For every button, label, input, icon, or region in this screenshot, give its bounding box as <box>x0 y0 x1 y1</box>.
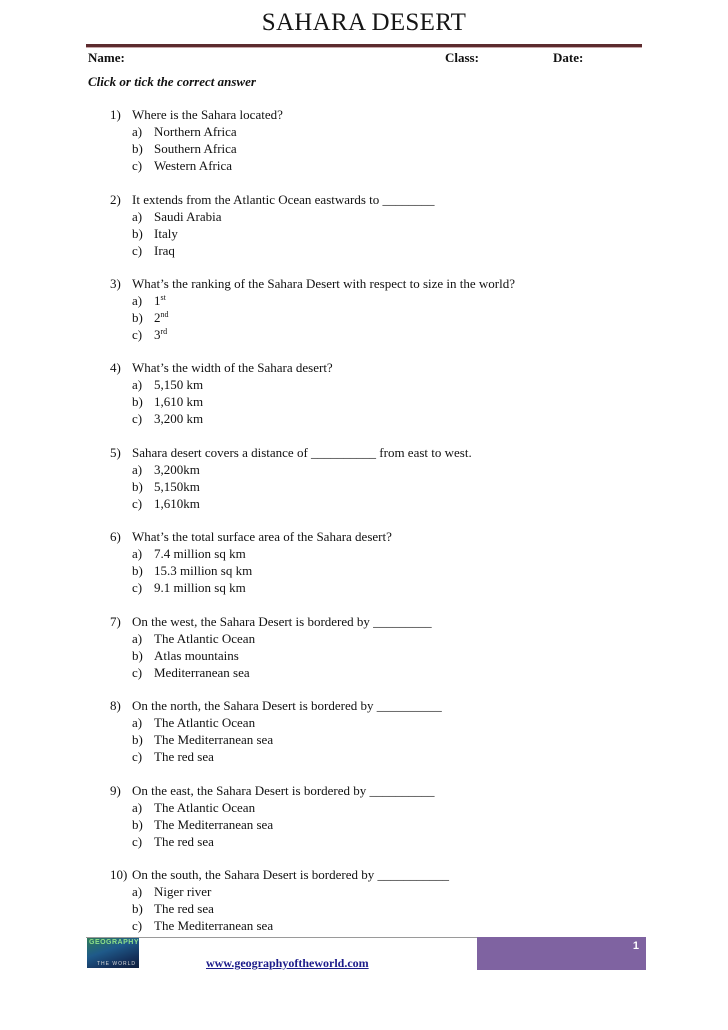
question-text: It extends from the Atlantic Ocean eastwards to ________ <box>132 192 435 207</box>
option-value: 5,150km <box>154 479 200 494</box>
option-text[interactable] <box>154 393 203 410</box>
option-text[interactable] <box>154 376 203 393</box>
option-value: Northern Africa <box>154 124 237 139</box>
answer-option[interactable] <box>0 714 728 731</box>
question-stem <box>0 106 728 123</box>
question-stem <box>0 782 728 799</box>
option-letter: a) <box>132 377 143 392</box>
option-value: The Atlantic Ocean <box>154 715 256 730</box>
answer-option[interactable] <box>0 833 728 850</box>
option-value: Mediterranean sea <box>154 665 250 680</box>
option-letter: b) <box>132 817 143 832</box>
question-9 <box>0 782 728 850</box>
option-letter: b) <box>132 310 143 325</box>
question-text: What’s the total surface area of the Sahara desert? <box>132 529 392 544</box>
question-number: 2) <box>110 192 121 207</box>
option-letter: c) <box>132 665 143 680</box>
option-value: 1,610km <box>154 496 200 511</box>
answer-option[interactable] <box>0 461 728 478</box>
answer-option[interactable] <box>0 731 728 748</box>
option-letter: a) <box>132 546 143 561</box>
answer-option[interactable] <box>0 495 728 512</box>
option-value: The Mediterranean sea <box>154 817 274 832</box>
option-letter: b) <box>132 479 143 494</box>
question-number: 6) <box>110 529 121 544</box>
question-stem <box>0 359 728 376</box>
question-number: 1) <box>110 107 121 122</box>
question-text: On the north, the Sahara Desert is bordered by __________ <box>132 698 442 713</box>
answer-option[interactable] <box>0 123 728 140</box>
option-text[interactable] <box>154 326 167 343</box>
option-letter: a) <box>132 715 143 730</box>
geography-logo <box>87 938 139 968</box>
question-text: Sahara desert covers a distance of __________ from east to west. <box>132 445 472 460</box>
page-number-box <box>477 937 646 970</box>
option-letter: c) <box>132 749 143 764</box>
option-text[interactable] <box>154 917 273 934</box>
question-number: 3) <box>110 276 121 291</box>
question-number: 9) <box>110 783 121 798</box>
answer-option[interactable] <box>0 579 728 596</box>
option-value: The red sea <box>154 749 214 764</box>
answer-option[interactable] <box>0 917 728 934</box>
question-stem <box>0 697 728 714</box>
option-letter: c) <box>132 580 143 595</box>
question-stem <box>0 275 728 292</box>
question-text: What’s the ranking of the Sahara Desert with respect to size in the world? <box>132 276 516 291</box>
option-letter: c) <box>132 496 143 511</box>
logo-bottom-text: THE WORLD <box>97 961 136 967</box>
answer-option[interactable] <box>0 410 728 427</box>
option-value: 5,150 km <box>154 377 204 392</box>
instruction-text: Click or tick the correct answer <box>88 74 256 89</box>
option-letter: b) <box>132 394 143 409</box>
question-1 <box>0 106 728 174</box>
option-letter: b) <box>132 141 143 156</box>
question-text: What’s the width of the Sahara desert? <box>132 360 333 375</box>
option-value: The Mediterranean sea <box>154 918 274 933</box>
answer-option[interactable] <box>0 900 728 917</box>
option-text[interactable] <box>154 461 200 478</box>
footer-divider <box>86 937 477 938</box>
answer-option[interactable] <box>0 664 728 681</box>
date-label: Date: <box>553 50 584 65</box>
option-text[interactable] <box>154 664 250 681</box>
question-number: 5) <box>110 445 121 460</box>
option-value: The Mediterranean sea <box>154 732 274 747</box>
answer-option[interactable] <box>0 326 728 343</box>
answer-option[interactable] <box>0 140 728 157</box>
option-text[interactable] <box>154 883 211 900</box>
option-text[interactable] <box>154 208 222 225</box>
option-text[interactable] <box>154 731 273 748</box>
question-3 <box>0 275 728 343</box>
question-10 <box>0 866 728 934</box>
question-2 <box>0 191 728 259</box>
option-letter: b) <box>132 901 143 916</box>
question-5 <box>0 444 728 512</box>
ordinal-suffix: nd <box>160 310 169 319</box>
answer-option[interactable] <box>0 242 728 259</box>
option-letter: c) <box>132 411 143 426</box>
ordinal-suffix: st <box>160 293 166 302</box>
answer-option[interactable] <box>0 630 728 647</box>
answer-option[interactable] <box>0 545 728 562</box>
website-link[interactable]: www.geographyoftheworld.com <box>206 956 369 970</box>
option-value: 3,200 km <box>154 411 204 426</box>
answer-option[interactable] <box>0 562 728 579</box>
option-value: The red sea <box>154 901 214 916</box>
option-letter: c) <box>132 327 143 342</box>
answer-option[interactable] <box>0 748 728 765</box>
option-letter: c) <box>132 918 143 933</box>
answer-option[interactable] <box>0 816 728 833</box>
option-text[interactable] <box>154 816 273 833</box>
answer-option[interactable] <box>0 208 728 225</box>
page-number: 1 <box>632 940 639 952</box>
option-letter: a) <box>132 209 143 224</box>
option-value: Niger river <box>154 884 212 899</box>
option-text[interactable] <box>154 495 200 512</box>
option-letter: a) <box>132 631 143 646</box>
question-6 <box>0 528 728 596</box>
answer-option[interactable] <box>0 883 728 900</box>
header-divider <box>86 44 642 47</box>
name-label: Name: <box>88 50 125 65</box>
option-value: The red sea <box>154 834 214 849</box>
option-value: 15.3 million sq km <box>154 563 253 578</box>
answer-option[interactable] <box>0 292 728 309</box>
question-text: On the south, the Sahara Desert is bordered by ___________ <box>132 867 449 882</box>
question-stem <box>0 444 728 461</box>
option-value: Iraq <box>154 243 175 258</box>
option-value: 7.4 million sq km <box>154 546 246 561</box>
option-letter: b) <box>132 563 143 578</box>
question-text: Where is the Sahara located? <box>132 107 283 122</box>
option-letter: a) <box>132 884 143 899</box>
option-text[interactable] <box>154 157 232 174</box>
option-value: Atlas mountains <box>154 648 239 663</box>
question-stem <box>0 191 728 208</box>
option-text[interactable] <box>154 545 246 562</box>
option-value: 1 <box>154 293 161 308</box>
option-value: Saudi Arabia <box>154 209 222 224</box>
option-text[interactable] <box>154 562 252 579</box>
question-7 <box>0 613 728 681</box>
question-number: 4) <box>110 360 121 375</box>
logo-top-text: GEOGRAPHY <box>89 939 139 946</box>
option-text[interactable] <box>154 410 203 427</box>
question-stem <box>0 866 728 883</box>
option-value: 3,200km <box>154 462 200 477</box>
option-letter: a) <box>132 293 143 308</box>
option-text[interactable] <box>154 748 214 765</box>
option-letter: b) <box>132 648 143 663</box>
question-stem <box>0 528 728 545</box>
answer-option[interactable] <box>0 225 728 242</box>
answer-option[interactable] <box>0 157 728 174</box>
option-text[interactable] <box>154 900 214 917</box>
option-value: Western Africa <box>154 158 232 173</box>
question-number: 7) <box>110 614 121 629</box>
option-text[interactable] <box>154 123 237 140</box>
option-letter: a) <box>132 462 143 477</box>
option-value: The Atlantic Ocean <box>154 800 256 815</box>
question-number: 10) <box>110 867 128 882</box>
document-title: SAHARA DESERT <box>261 9 467 36</box>
question-text: On the west, the Sahara Desert is bordered by _________ <box>132 614 432 629</box>
option-letter: a) <box>132 800 143 815</box>
option-value: Italy <box>154 226 178 241</box>
option-value: 3 <box>154 327 161 342</box>
option-value: Southern Africa <box>154 141 237 156</box>
option-text[interactable] <box>154 647 239 664</box>
question-4 <box>0 359 728 427</box>
option-letter: b) <box>132 226 143 241</box>
option-text[interactable] <box>154 478 200 495</box>
ordinal-suffix: rd <box>160 327 168 336</box>
answer-option[interactable] <box>0 309 728 326</box>
option-text[interactable] <box>154 242 175 259</box>
question-number: 8) <box>110 698 121 713</box>
question-stem <box>0 613 728 630</box>
answer-option[interactable] <box>0 478 728 495</box>
option-value: 2 <box>154 310 161 325</box>
option-text[interactable] <box>154 714 255 731</box>
answer-option[interactable] <box>0 376 728 393</box>
option-letter: c) <box>132 158 143 173</box>
option-text[interactable] <box>154 579 246 596</box>
option-text[interactable] <box>154 225 178 242</box>
option-letter: c) <box>132 243 143 258</box>
option-value: 1,610 km <box>154 394 204 409</box>
class-label: Class: <box>445 50 479 65</box>
option-text[interactable] <box>154 309 169 326</box>
option-value: 9.1 million sq km <box>154 580 246 595</box>
option-text[interactable] <box>154 833 214 850</box>
question-8 <box>0 697 728 765</box>
answer-option[interactable] <box>0 393 728 410</box>
option-text[interactable] <box>154 292 166 309</box>
option-letter: b) <box>132 732 143 747</box>
option-letter: a) <box>132 124 143 139</box>
option-letter: c) <box>132 834 143 849</box>
option-text[interactable] <box>154 799 255 816</box>
answer-option[interactable] <box>0 647 728 664</box>
question-text: On the east, the Sahara Desert is bordered by __________ <box>132 783 435 798</box>
option-text[interactable] <box>154 140 237 157</box>
answer-option[interactable] <box>0 799 728 816</box>
option-text[interactable] <box>154 630 255 647</box>
option-value: The Atlantic Ocean <box>154 631 256 646</box>
